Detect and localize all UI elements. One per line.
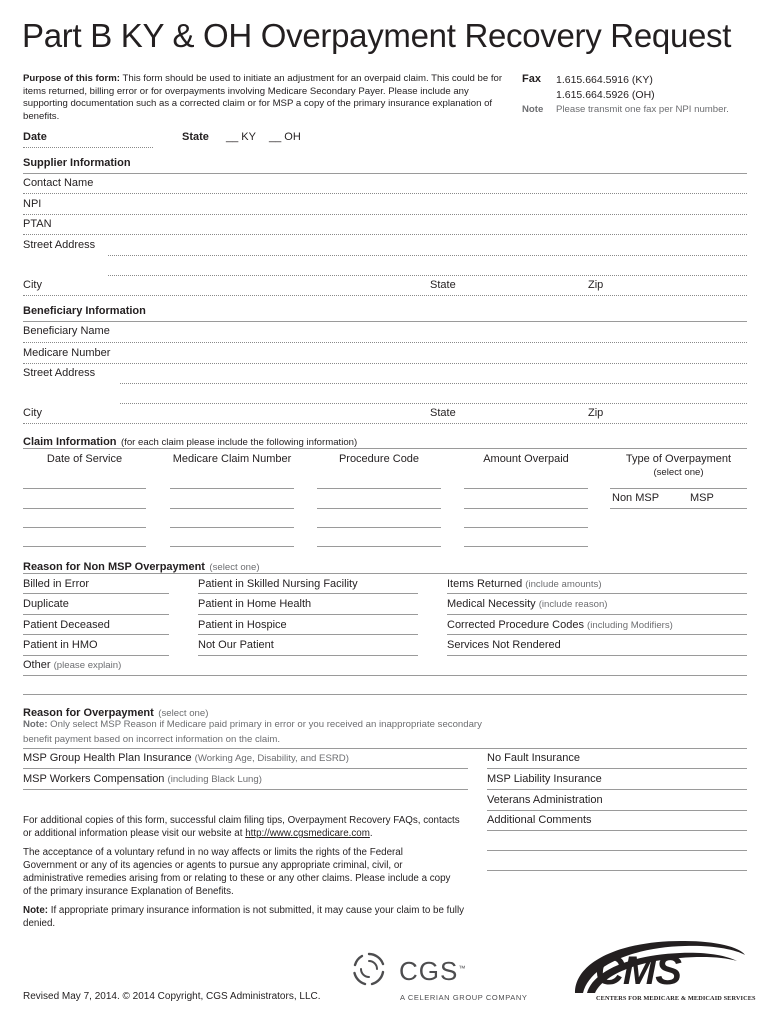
state-label: State [182,131,209,143]
overpayment-reason-note [23,718,513,747]
msp-workers-comp-option[interactable] [23,773,262,785]
overpayment-note-text: Only select MSP Reason if Medicare paid primary in error or you received an inappropriate secondary benefit payment based on incorrect information on the claim. [23,719,482,745]
supplier-state-label: State [430,279,456,291]
corrected-codes-sub: (including Modifiers) [587,620,673,631]
contact-name-field[interactable] [23,193,747,194]
claim-row-1-amt[interactable] [464,488,588,489]
other-explain-field[interactable] [23,675,747,676]
msp-workers-comp-label: MSP Workers Compensation [23,773,165,785]
denial-note-text: If appropriate primary insurance information is not submitted, it may cause your claim to be fully denied. [23,905,465,929]
cms-wordmark: CMS [595,949,681,993]
row-line [23,614,169,615]
npi-label: NPI [23,198,42,210]
date-label: Date [23,131,47,143]
fax-ky: 1.615.664.5916 (KY) [556,74,653,86]
col-procedure-code: Procedure Code [338,453,420,465]
claim-row-1-mcn[interactable] [170,488,294,489]
claim-row-3-pc[interactable] [317,527,441,528]
billed-in-error-option[interactable]: Billed in Error [23,578,90,590]
cgs-logo-icon [352,952,386,986]
beneficiary-city-label: City [23,407,42,419]
claim-row-3-amt[interactable] [464,527,588,528]
npi-field[interactable] [23,214,747,215]
non-msp-reason-sub: (select one) [209,562,260,573]
claim-row-3-mcn[interactable] [170,527,294,528]
beneficiary-street-field[interactable] [120,383,747,384]
row-line [447,614,747,615]
row-line [487,768,747,769]
veterans-option[interactable]: Veterans Administration [487,794,603,806]
overpayment-reason-sub: (select one) [158,708,209,719]
divider [23,448,747,449]
supplier-street-field[interactable] [108,255,747,256]
acceptance-paragraph: The acceptance of a voluntary refund in no way affects or limits the rights of the Federal Government or any of its agencies or agents to pursue any appropriate criminal, civil, or administrative remedies arising from or relating to these or any other claims. Please include a copy of the primary insurance Explanation of Benefits. [23,847,451,897]
state-ky-label: KY [241,131,256,143]
fax-oh: 1.615.664.5926 (OH) [556,88,655,101]
beneficiary-name-label: Beneficiary Name [23,325,110,337]
page-title: Part B KY & OH Overpayment Recovery Request [22,17,732,54]
date-field[interactable] [23,147,153,148]
row-line [23,655,169,656]
supplier-street-label: Street Address [23,239,96,251]
row-line [198,614,418,615]
denial-note-label: Note: [23,905,49,916]
state-ky-option[interactable]: __ KY [226,131,256,143]
other-explain-field-2[interactable] [23,694,747,695]
fax-note-text: Please transmit one fax per NPI number. [556,104,729,115]
items-returned-sub: (include amounts) [525,579,602,590]
copies-paragraph [23,814,468,840]
supplier-street-field-2[interactable] [108,275,747,276]
copies-text: For additional copies of this form, successful claim filing tips, Overpayment Recovery FAQs, contacts or additional information please visit our website at [23,815,460,839]
divider [23,173,747,174]
row-line [447,634,747,635]
claim-row-2-amt[interactable] [464,508,588,509]
cms-subtitle: CENTERS FOR MEDICARE & MEDICAID SERVICES [596,995,756,1002]
beneficiary-zip-label: Zip [588,407,604,419]
claim-row-2-dos[interactable] [23,508,146,509]
patient-hmo-option[interactable]: Patient in HMO [23,639,98,651]
ptan-label: PTAN [23,218,52,230]
supplier-heading: Supplier Information [23,157,131,169]
skilled-nursing-option[interactable]: Patient in Skilled Nursing Facility [198,578,358,590]
row-line [447,593,747,594]
beneficiary-name-field[interactable] [23,342,747,343]
not-our-patient-option[interactable]: Not Our Patient [198,639,274,651]
claim-row-4-dos[interactable] [23,546,146,547]
row-line [447,655,747,656]
state-oh-option[interactable]: __ OH [269,131,301,143]
additional-comments-field-2[interactable] [487,850,747,851]
row-line [198,593,418,594]
row-line [487,789,747,790]
duplicate-option[interactable]: Duplicate [23,598,69,610]
state-oh-label: OH [284,131,301,143]
non-msp-reason-heading: Reason for Non MSP Overpayment [23,561,205,573]
row-line [23,789,468,790]
col-medicare-claim-number: Medicare Claim Number [172,453,292,465]
beneficiary-street-label: Street Address [23,367,96,379]
other-option[interactable] [23,659,121,671]
row-line [23,634,169,635]
claim-row-2-mcn[interactable] [170,508,294,509]
cgs-text: CGS [399,956,459,986]
divider [23,748,747,749]
additional-comments-field-3[interactable] [487,870,747,871]
overpayment-reason-heading: Reason for Overpayment [23,707,154,719]
corrected-codes-option[interactable] [447,619,673,631]
ptan-field[interactable] [23,234,747,235]
purpose-label: Purpose of this form: [23,73,121,84]
col-date-of-service: Date of Service [46,453,123,465]
revised-copyright: Revised May 7, 2014. © 2014 Copyright, CGS Administrators, LLC. [23,991,321,1002]
supplier-city-field[interactable] [23,295,747,296]
beneficiary-heading: Beneficiary Information [23,305,146,317]
medical-necessity-label: Medical Necessity [447,598,536,610]
additional-comments-field[interactable] [487,830,747,831]
claim-type-line [610,508,747,509]
medical-necessity-sub: (include reason) [538,599,608,610]
claim-row-4-pc[interactable] [317,546,441,547]
col-amount-overpaid: Amount Overpaid [483,453,569,465]
msp-workers-comp-sub: (including Black Lung) [167,774,262,785]
items-returned-label: Items Returned [447,578,523,590]
claim-row-3-dos[interactable] [23,527,146,528]
claim-row-4-mcn[interactable] [170,546,294,547]
fax-numbers [556,73,655,102]
cgs-wordmark [399,956,466,987]
col-type-of-overpayment: Type of Overpayment [625,453,732,465]
cgs-subtitle: A CELERIAN GROUP COMPANY [400,993,528,1002]
msp-liability-option[interactable]: MSP Liability Insurance [487,773,602,785]
hospice-option[interactable]: Patient in Hospice [198,619,287,631]
purpose-paragraph [23,73,508,123]
claim-row-1-dos[interactable] [23,488,146,489]
row-line [198,655,418,656]
no-fault-option[interactable]: No Fault Insurance [487,752,580,764]
website-link[interactable]: http://www.cgsmedicare.com [245,828,370,839]
divider [23,573,747,574]
divider [23,321,747,322]
medicare-number-field[interactable] [23,363,747,364]
beneficiary-city-field[interactable] [23,423,747,424]
purpose-text: This form should be used to initiate an adjustment for an overpaid claim. This could be for items returned, billing error or for overpayments involving Medicare Secondary Payer. Please include any supporting documentation such as a corrected claim or for MSP a copy of the primary insurance explanation of benefits. [23,73,503,122]
medicare-number-label: Medicare Number [23,347,111,359]
claim-row-1-pc[interactable] [317,488,441,489]
additional-comments-label: Additional Comments [487,814,592,826]
row-line [23,593,169,594]
row-line [198,634,418,635]
msp-group-health-option[interactable] [23,752,349,764]
msp-option[interactable]: MSP [690,492,714,504]
home-health-option[interactable]: Patient in Home Health [198,598,312,610]
fax-label: Fax [522,73,541,85]
row-line [23,768,468,769]
claim-row-2-pc[interactable] [317,508,441,509]
claim-heading: Claim Information [23,436,117,448]
corrected-codes-label: Corrected Procedure Codes [447,619,584,631]
overpayment-note-label: Note: [23,719,48,730]
col-type-select-one: (select one) [653,467,704,478]
other-label: Other [23,659,51,671]
claim-subheading: (for each claim please include the following information) [120,437,358,448]
denial-note-paragraph [23,904,468,930]
medical-necessity-option[interactable] [447,598,608,610]
msp-group-health-sub: (Working Age, Disability, and ESRD) [194,753,349,764]
contact-name-label: Contact Name [23,177,94,189]
supplier-zip-label: Zip [588,279,604,291]
cgs-tm: ™ [458,965,467,973]
services-not-rendered-option[interactable]: Services Not Rendered [447,639,561,651]
claim-row-4-amt[interactable] [464,546,588,547]
beneficiary-street-field-2[interactable] [120,403,747,404]
fax-note-label: Note [522,104,544,115]
items-returned-option[interactable] [447,578,602,590]
non-msp-option[interactable]: Non MSP [612,492,660,504]
msp-group-health-label: MSP Group Health Plan Insurance [23,752,192,764]
claim-type-top-line [610,488,747,489]
row-line [487,810,747,811]
copies-end: . [369,828,373,839]
patient-deceased-option[interactable]: Patient Deceased [23,619,110,631]
other-sub: (please explain) [53,660,122,671]
supplier-city-label: City [23,279,42,291]
beneficiary-state-label: State [430,407,456,419]
